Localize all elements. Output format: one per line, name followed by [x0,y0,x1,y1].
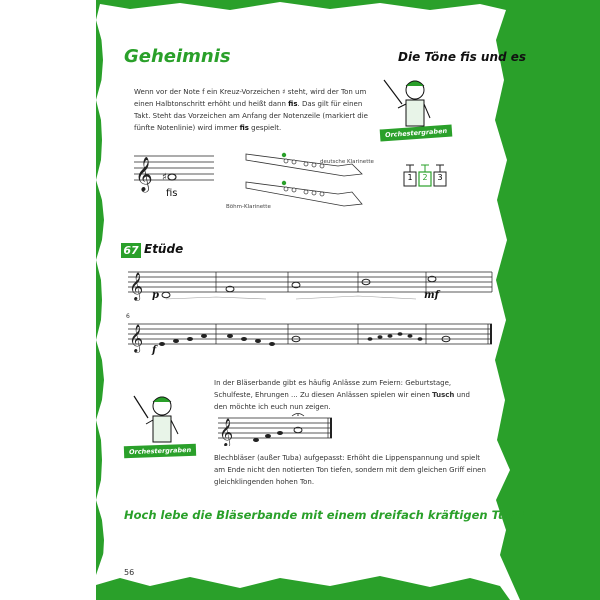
etude-title: Etüde [144,242,184,256]
tusch-staff [216,412,336,446]
svg-text:𝄞: 𝄞 [219,418,234,446]
orchestergraben-badge-bottom: Orchestergraben [124,444,197,459]
clarinet-fingering-diagrams [240,146,370,226]
svg-text:𝄞: 𝄞 [129,272,144,300]
etude-number: 67 [121,243,141,258]
dynamic-mf: mf [424,290,439,301]
svg-text:♯: ♯ [162,172,167,183]
measure-number: 6 [126,313,130,320]
intro-paragraph: Wenn vor der Note f ein Kreuz-Vorzeichen ♯ steht, wird der Ton um einen Halbtonschritt erhöht und heißt dann fis. Das gilt für einen Takt. Steht das Vorzeichen am Anfang der Notenzeile (markiert die fünfte Notenlinie) wird immer fis gespielt. [134,88,368,132]
boehm-clarinet-label: Böhm-Klarinette [226,204,271,210]
etude-staff-line-2 [126,318,494,354]
valve-3-label: 3 [437,173,443,182]
fis-note-label: fis [166,188,178,199]
valve-2-label: 2 [422,173,428,182]
page-title: Geheimnis [124,46,231,67]
valve-1-label: 1 [407,173,413,182]
svg-text:𝄞: 𝄞 [129,324,144,352]
svg-text:𝄞: 𝄞 [135,157,153,192]
conductor-illustration-bottom [126,392,196,448]
closing-line: Hoch lebe die Bläserbande mit einem dreifach kräftigen Tusch! [124,508,534,522]
dynamic-f: f [152,345,157,356]
brass-note-paragraph: Blechbläser (außer Tuba) aufgepasst: Erhöht die Lippenspannung und spielt am Ende nicht den notierten Ton tiefen, sondern mit dem gleichen Griff einen gleichklingenden hohen Ton. [214,454,486,486]
german-clarinet-label: deutsche Klarinette [320,159,374,165]
tusch-paragraph: In der Bläserbande gibt es häufig Anlässe zum Feiern: Geburtstage, Schulfeste, Ehrungen ... Zu diesen Anlässen spielen wir einen Tusch und den möchte ich euch nun zeigen. [214,379,470,411]
page-number: 56 [124,568,135,577]
dynamic-p: p [152,290,159,301]
orchestergraben-badge-top: Orchestergraben [380,124,453,141]
page-subtitle: Die Töne fis und es [398,50,527,64]
